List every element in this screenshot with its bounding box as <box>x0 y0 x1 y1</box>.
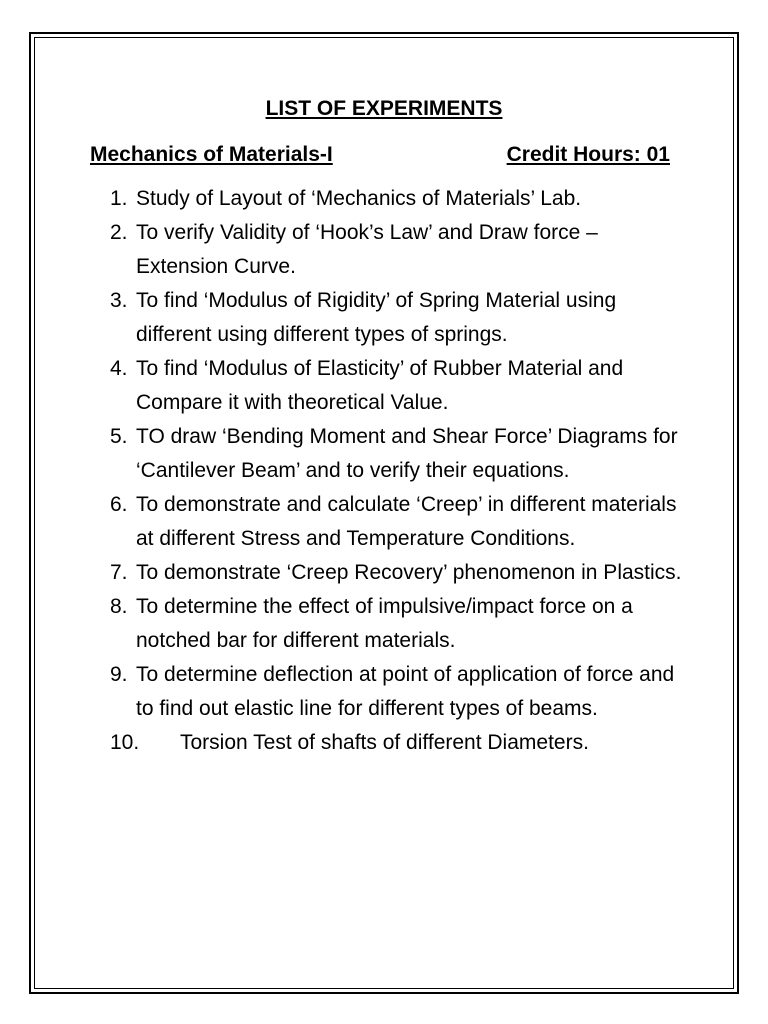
list-item-number: 7. <box>110 561 128 584</box>
list-item-text: To demonstrate ‘Creep Recovery’ phenomenon in Plastics. <box>136 561 682 584</box>
list-item <box>110 488 690 556</box>
list-item-number: 10. <box>110 731 140 754</box>
list-item-text: To determine the effect of impulsive/impact force on a notched bar for different materials. <box>136 595 633 652</box>
list-item-text: Torsion Test of shafts of different Diameters. <box>180 731 589 754</box>
list-item <box>110 556 690 590</box>
page-title: LIST OF EXPERIMENTS <box>265 97 503 120</box>
credit-hours: Credit Hours: 01 <box>506 143 670 166</box>
list-item <box>110 216 690 284</box>
list-item <box>110 726 690 760</box>
list-item-number: 4. <box>110 357 128 380</box>
list-item <box>110 352 690 420</box>
list-item-number: 2. <box>110 221 128 244</box>
list-item-text: To verify Validity of ‘Hook’s Law’ and Draw force – Extension Curve. <box>136 221 598 278</box>
course-name: Mechanics of Materials-I <box>90 143 333 166</box>
list-item <box>110 182 690 216</box>
list-item <box>110 590 690 658</box>
list-item-text: To find ‘Modulus of Rigidity’ of Spring Material using different using different types of springs. <box>136 289 617 346</box>
list-item <box>110 658 690 726</box>
list-item-number: 9. <box>110 663 128 686</box>
list-item-text: Study of Layout of ‘Mechanics of Materials’ Lab. <box>136 187 582 210</box>
course-header <box>90 140 670 170</box>
list-item-text: TO draw ‘Bending Moment and Shear Force’ Diagrams for ‘Cantilever Beam’ and to verify their equations. <box>136 425 678 482</box>
list-item <box>110 420 690 488</box>
list-item-number: 6. <box>110 493 128 516</box>
list-item-number: 5. <box>110 425 128 448</box>
list-item <box>110 284 690 352</box>
list-item-text: To find ‘Modulus of Elasticity’ of Rubber Material and Compare it with theoretical Value. <box>136 357 624 414</box>
list-item-number: 1. <box>110 187 128 210</box>
list-item-number: 3. <box>110 289 128 312</box>
list-item-text: To demonstrate and calculate ‘Creep’ in different materials at different Stress and Temperature Conditions. <box>136 493 677 550</box>
list-item-number: 8. <box>110 595 128 618</box>
experiment-list <box>110 182 690 760</box>
list-item-text: To determine deflection at point of application of force and to find out elastic line for different types of beams. <box>136 663 675 720</box>
